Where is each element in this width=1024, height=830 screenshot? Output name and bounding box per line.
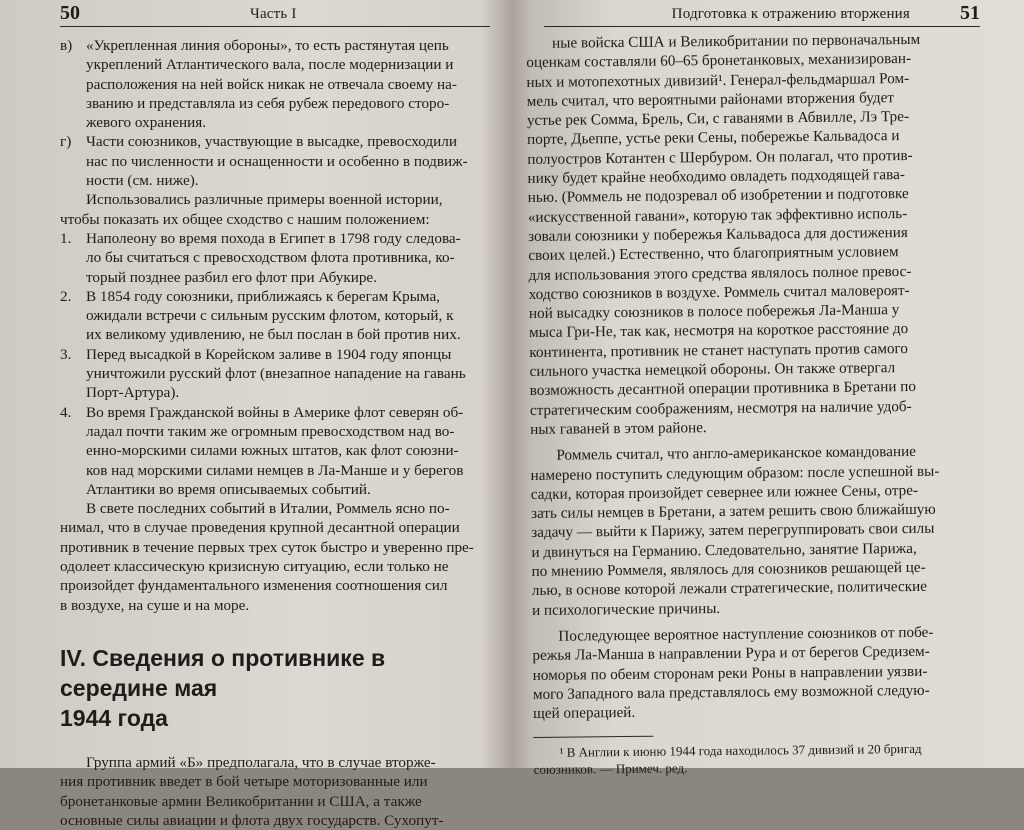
section-heading <box>60 643 488 733</box>
list-item-label: 4. <box>60 403 72 421</box>
list-item-label: 2. <box>60 287 72 305</box>
text-line: своих целей.) Естественно, что благоприятным условием <box>528 243 899 265</box>
list-item <box>60 345 488 403</box>
right-page-body <box>526 29 996 778</box>
list-item <box>60 229 488 287</box>
footnote-rule <box>533 736 653 738</box>
list-item-label: г) <box>60 133 72 151</box>
text-line: ло бы считаться с превосходством флота противника, ко- <box>86 249 455 267</box>
list-item <box>60 403 488 499</box>
text-line: Наполеону во время похода в Египет в 1798 году следова- <box>86 229 461 247</box>
footnote-line: союзников. — Примеч. ред. <box>533 760 688 778</box>
text-line: мого Западного вала представлялось ему возможной следую- <box>532 681 930 703</box>
text-line: в воздухе, на суше и на море. <box>60 596 250 614</box>
text-line: номорья по обеим сторонам реки Роны в направлении уязви- <box>532 662 928 684</box>
text-line: ожидали встречи с сильным русским флотом, который, к <box>86 307 454 325</box>
text-line: жевого охранения. <box>86 114 206 132</box>
text-line: В 1854 году союзники, приближаясь к берегам Крыма, <box>86 287 440 305</box>
text-line: ных и мотопехотных дивизий¹. Генерал-фельдмаршал Ром- <box>526 69 910 91</box>
list-item <box>60 36 488 132</box>
text-line: ности (см. ниже). <box>86 172 199 190</box>
text-line: торый позднее разбил его флот при Абукире. <box>86 268 377 286</box>
text-line: ния противник введет в бой четыре моторизованные или <box>60 773 428 791</box>
left-page-body <box>60 36 488 830</box>
text-line: бронетанковые армии Великобритании и США, а также <box>60 792 422 810</box>
left-running-title: Часть I <box>250 6 297 22</box>
text-line: чтобы показать их общее сходство с нашим положением: <box>60 210 430 228</box>
list-item-label: 3. <box>60 345 72 363</box>
list-item-label: в) <box>60 37 73 54</box>
text-line: Части союзников, участвующие в высадке, превосходили <box>86 133 457 151</box>
text-line: садки, которая произойдет севернее или южнее Сены, отре- <box>530 481 919 503</box>
list-item <box>60 287 488 345</box>
text-line: енно-морскими силами южных штатов, как флот союзни- <box>86 442 459 460</box>
section-heading-line: IV. Сведения о противнике в середине мая <box>60 644 386 701</box>
text-line: нику будет крайне необходимо овладеть подходящей гава- <box>527 166 905 188</box>
footnote <box>533 740 995 779</box>
text-line: сильного участка немецкой обороны. Он также отвергал <box>529 359 896 381</box>
text-line: «Укрепленная линия обороны», то есть растянутая цепь <box>86 37 449 54</box>
text-line: произойдет фундаментального изменения соотношения сил <box>60 577 448 595</box>
text-line: нас по численности и оснащенности и особенно в подвиж- <box>86 152 468 170</box>
text-line: задачу — выйти к Парижу, затем перегруппировать свои силы <box>531 520 935 542</box>
text-line: ков над морскими силами немцев в Ла-Манше и у берегов <box>86 461 464 479</box>
text-line: Использовались различные примеры военной истории, <box>86 191 443 209</box>
text-line: одолеет классическую кризисную ситуацию, если только не <box>60 558 449 576</box>
text-line: ходство союзников в воздухе. Роммель считал маловероят- <box>528 281 910 303</box>
text-line: для использования этого средства являлось полное превос- <box>528 262 912 284</box>
text-line: Роммель считал, что англо-американское командование <box>556 443 917 464</box>
text-line: «искусственной гавани», которую так эффективно исполь- <box>527 204 908 226</box>
text-line: Атлантики во время описываемых событий. <box>86 480 371 498</box>
left-page-number: 50 <box>60 2 80 24</box>
text-line: и психологические причины. <box>531 599 721 619</box>
text-line: ных гаваней в этом районе. <box>530 419 707 438</box>
text-line: нимал, что в случае проведения крупной десантной операции <box>60 519 460 537</box>
text-line: полуостров Котантен с Шербуром. Он полагал, что против- <box>527 146 913 168</box>
text-line: по мнению Роммеля, являлось для союзников решающей це- <box>531 558 926 580</box>
text-line: режья Ла-Манша в направлении Рура и от берегов Средизем- <box>532 643 930 665</box>
text-line: стратегическим соображениям, несмотря на наличие удоб- <box>529 397 912 419</box>
text-line: уничтожили русский флот (внезапное нападение на гавань <box>86 365 466 383</box>
text-line: устье рек Сомма, Брель, Си, с гаванями в Абвилле, Лэ Тре- <box>526 108 910 130</box>
right-page-number: 51 <box>960 2 980 24</box>
text-line: противник в течение первых трех суток быстро и уверенно пре- <box>60 538 474 556</box>
text-line: и двинуться на Германию. Следовательно, занятие Парижа, <box>531 539 917 561</box>
list-item <box>60 132 488 190</box>
text-line: ные войска США и Великобритании по первоначальным <box>552 30 921 52</box>
text-line: укреплений Атлантического вала, после модернизации и <box>86 56 454 74</box>
left-page <box>0 0 498 829</box>
text-line: ной высадку союзников в полосе побережья Ла-Манша у <box>528 301 900 323</box>
text-line: основные силы авиации и флота двух государств. Сухопут- <box>60 811 444 829</box>
text-line: нью. (Роммель не подозревал об изобретении и подготовке <box>527 185 909 207</box>
text-line: Последующее вероятное наступление союзников от побе- <box>558 623 934 645</box>
text-line: намерено поступить следующим образом: после успешной вы- <box>530 462 940 484</box>
text-line: оценкам составляли 60–65 бронетанковых, механизирован- <box>526 50 912 72</box>
text-line: зовали союзники у побережья Кальвадоса для достижения <box>528 223 908 245</box>
footnote-line: ¹ В Англии к июню 1944 года находилось 37 дивизий и 20 бригад <box>559 741 922 761</box>
text-line: Порт-Артура). <box>86 384 180 402</box>
lettered-list <box>60 36 488 190</box>
paragraph <box>530 441 994 620</box>
paragraph <box>526 29 992 439</box>
text-line: званию и представляла из себя рубеж передового сторо- <box>86 94 450 112</box>
text-line: их великому удивлению, не был послан в бой против них. <box>86 326 461 344</box>
text-line: порте, Дьеппе, устье реки Сены, побережье Кальвадоса и <box>527 127 900 149</box>
paragraph <box>60 499 488 615</box>
text-line: лью, в основе которой лежали стратегические, политические <box>531 578 928 600</box>
text-line: мыса Гри-Не, так как, несмотря на короткое расстояние до <box>529 320 909 342</box>
paragraph <box>532 622 995 723</box>
text-line: мель считал, что вероятными районами вторжения будет <box>526 89 895 110</box>
list-item-label: 1. <box>60 229 72 247</box>
text-line: Группа армий «Б» предполагала, что в случае вторже- <box>86 753 436 771</box>
text-line: Перед высадкой в Корейском заливе в 1904 году японцы <box>86 345 452 363</box>
right-page <box>504 0 1024 778</box>
section-heading-line: 1944 года <box>60 704 168 731</box>
right-running-title: Подготовка к отражению вторжения <box>671 6 910 22</box>
paragraph <box>60 190 488 229</box>
text-line: расположения на ней войск никак не отвечала своему на- <box>86 75 457 93</box>
numbered-list <box>60 229 488 499</box>
right-running-head <box>544 4 980 27</box>
text-line: ладал почти таким же огромным превосходством над во- <box>86 422 455 440</box>
paragraph <box>60 753 488 830</box>
text-line: щей операцией. <box>533 703 636 723</box>
text-line: В свете последних событий в Италии, Роммель ясно по- <box>86 500 450 518</box>
text-line: континента, противник не станет наступать против самого <box>529 339 909 361</box>
text-line: возможность десантной операции противника в Бретани по <box>529 378 917 400</box>
text-line: Во время Гражданской войны в Америке флот северян об- <box>86 403 464 421</box>
text-line: зать силы немцев в Бретани, а затем решить свою ближайшую <box>530 500 936 523</box>
left-running-head <box>60 4 490 27</box>
